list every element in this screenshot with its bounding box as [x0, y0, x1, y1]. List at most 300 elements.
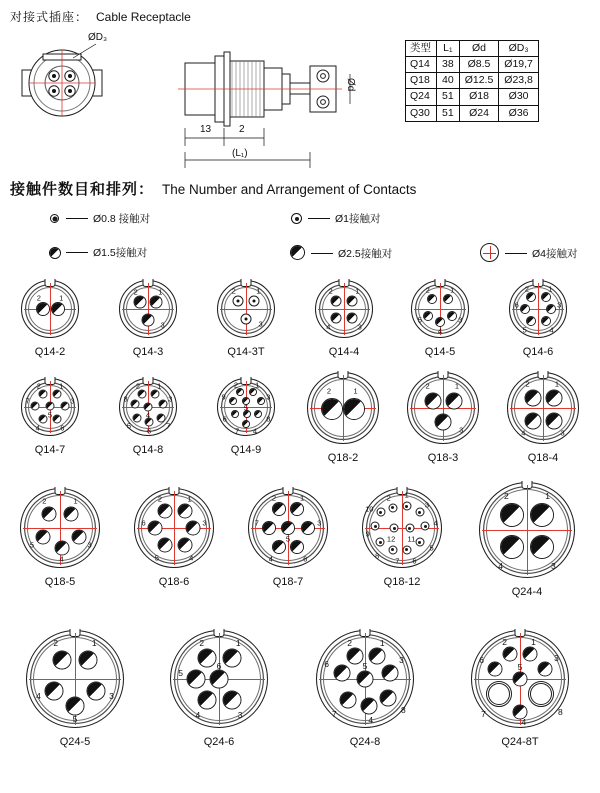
pin-number: 9 [365, 529, 370, 539]
pin-number: 1 [256, 286, 261, 296]
pin-number: 4 [145, 410, 151, 420]
legend-leader-line [308, 218, 330, 219]
pin-number: 3 [424, 500, 430, 510]
pin [405, 524, 414, 533]
connector-body [479, 482, 575, 578]
cell-l1: 38 [437, 57, 460, 73]
pin-number: 3 [560, 428, 565, 438]
pin [488, 662, 503, 677]
pin [343, 398, 365, 420]
connector-label: Q18-6 [158, 576, 190, 588]
cell-D3: Ø19,7 [499, 57, 539, 73]
pin-number: 5 [154, 553, 159, 563]
legend-leader-line [505, 253, 527, 254]
pin [52, 389, 61, 398]
pin [530, 503, 554, 527]
pin [388, 503, 397, 512]
pin-number: 4 [189, 553, 194, 563]
pin-number: 3 [458, 315, 463, 325]
legend-label: Ø1接触对 [335, 213, 381, 225]
connector-body [316, 630, 414, 728]
contact-half-large-icon [290, 245, 306, 261]
connector-label: Q18-2 [327, 452, 359, 464]
pin [210, 670, 229, 689]
pin [415, 538, 424, 547]
legend-item-1 [290, 211, 381, 226]
connector-Q14-9 [206, 378, 286, 456]
pin-number: 6 [147, 426, 152, 436]
pin [198, 691, 217, 710]
pin [31, 401, 40, 410]
pin [546, 304, 556, 314]
pin-number: 3 [554, 652, 559, 663]
pin [402, 545, 411, 554]
pin [381, 665, 398, 682]
connector-body [509, 280, 567, 338]
connector-label: Q14-5 [424, 346, 456, 358]
pin-number: 2 [199, 637, 205, 648]
pin-number: 10 [365, 504, 374, 514]
cell-l1: 51 [437, 89, 460, 105]
pin [388, 545, 397, 554]
pin [231, 410, 239, 418]
connector-body [217, 378, 275, 436]
connector-label: Q14-3 [132, 346, 164, 358]
pin-number: 1 [404, 490, 409, 500]
pin-number: 5 [522, 325, 527, 335]
pin-number: 3 [160, 320, 165, 330]
th-d: Ød [459, 41, 499, 57]
receptacle-svg [10, 28, 370, 168]
pin-number: 2 [53, 638, 59, 649]
pin [257, 397, 265, 405]
contact-arrangements [0, 280, 600, 760]
pin-number: 4 [433, 518, 438, 528]
arrangement-row-2 [0, 378, 600, 488]
connector-label: Q18-7 [272, 576, 304, 588]
pin-number: 2 [233, 380, 238, 390]
pin-number: 4 [59, 554, 64, 564]
pin-number: 4 [35, 423, 40, 433]
connector-body [20, 488, 100, 568]
pin [447, 311, 457, 321]
pin-number: 1 [355, 286, 360, 296]
pin-number: 4 [252, 426, 258, 436]
dim-label-L1: (L₁) [232, 148, 248, 159]
pin [44, 681, 63, 700]
pin-number: 1 [157, 381, 162, 391]
pin [290, 502, 304, 516]
connector-label: Q14-4 [328, 346, 360, 358]
pin [390, 524, 399, 533]
pin-number: 7 [166, 421, 171, 431]
connector-label: Q14-3T [227, 346, 265, 358]
pin-number: 2 [347, 637, 352, 648]
pin [346, 312, 357, 323]
pin-number: 1 [235, 637, 241, 648]
pin [331, 312, 342, 323]
pin-number: 6 [514, 300, 519, 310]
pin-number: 2 [271, 493, 277, 503]
pin-number: 2 [425, 381, 430, 391]
pin [229, 397, 237, 405]
pin [236, 388, 244, 396]
connector-Q18-12 [350, 488, 454, 588]
table-row [406, 57, 539, 73]
connector-body [119, 378, 177, 436]
arrangement-row-4 [0, 630, 600, 760]
pin-number: 6 [141, 518, 146, 528]
pin [138, 389, 147, 398]
pin-number: 1 [299, 493, 305, 503]
pin [537, 662, 552, 677]
dim-label-D3: ØD₃ [88, 32, 108, 43]
pin-number: 4 [36, 691, 41, 702]
pin [500, 503, 524, 527]
pin-number: 6 [324, 658, 329, 669]
cell-d: Ø18 [459, 89, 499, 105]
connector-Q18-3 [396, 372, 490, 464]
pin-number: 6 [303, 554, 308, 564]
pin-number: 4 [549, 325, 554, 335]
pin [331, 296, 342, 307]
pin-number: 7 [395, 556, 400, 566]
pin [500, 535, 524, 559]
connector-Q24-4 [466, 482, 588, 598]
pin-number: 2 [135, 381, 140, 391]
connector-label: Q24-5 [59, 736, 91, 748]
pin-number: 5 [126, 421, 132, 431]
pin-number: 3 [357, 322, 362, 332]
pin [524, 390, 541, 407]
top-title-en: Cable Receptacle [96, 10, 191, 24]
pin-number: 2 [133, 287, 138, 297]
pin [530, 535, 554, 559]
connector-body [134, 488, 214, 568]
pin [71, 530, 86, 545]
pin [157, 414, 166, 423]
dim-label-13: 13 [200, 124, 212, 135]
pin-number: 3 [459, 425, 464, 435]
pin [522, 647, 537, 662]
cell-type: Q14 [406, 57, 437, 73]
pin [545, 412, 562, 429]
pin [545, 390, 562, 407]
contact-half-small-icon [48, 212, 61, 225]
pin-number: 2 [36, 381, 41, 391]
pin-number: 2 [503, 491, 509, 502]
section-title-cn: 接触件数目和排列： [10, 181, 155, 198]
cell-l1: 51 [437, 105, 460, 121]
pin-number: 3 [70, 396, 75, 406]
pin [132, 414, 141, 423]
legend-label: Ø1.5接触对 [93, 247, 148, 259]
connector-Q14-6 [498, 280, 578, 358]
pin [376, 538, 385, 547]
section-title-en: The Number and Arrangement of Contacts [162, 182, 417, 197]
pin [60, 401, 69, 410]
connector-Q24-6 [152, 630, 286, 748]
pin-number: 1 [450, 285, 455, 295]
pin-number: 7 [481, 708, 486, 719]
pin-number: 1 [91, 638, 97, 649]
pin-number: 6 [60, 423, 65, 433]
pin [301, 521, 315, 535]
cell-type: Q30 [406, 105, 437, 121]
pin [223, 691, 242, 710]
pin [486, 681, 512, 707]
pin [157, 538, 172, 553]
pin-number: 2 [326, 386, 332, 396]
table-row [406, 105, 539, 121]
pin-number: 5 [243, 403, 249, 413]
legend-label: Ø2.5接触对 [338, 247, 393, 260]
cell-l1: 40 [437, 73, 460, 89]
pin-number: 3 [202, 518, 207, 528]
pin [35, 530, 50, 545]
pin-number: 7 [331, 708, 337, 719]
connector-label: Q24-6 [203, 736, 235, 748]
connector-body [119, 280, 177, 338]
connector-body [362, 488, 442, 568]
contact-half-mid-icon [48, 246, 61, 259]
pin-number: 4 [368, 715, 374, 726]
pin [520, 304, 530, 314]
connector-Q24-8 [298, 630, 432, 748]
pin [427, 294, 437, 304]
pin [513, 672, 528, 687]
legend-leader-line [66, 218, 88, 219]
connector-Q24-8T [450, 630, 590, 748]
pin [368, 647, 385, 664]
pin-number: 1 [545, 491, 551, 502]
cell-d: Ø24 [459, 105, 499, 121]
pin [339, 692, 356, 709]
pin-number: 2 [328, 286, 333, 296]
pin [272, 540, 286, 554]
th-D3: ØD₃ [499, 41, 539, 57]
pin [423, 311, 433, 321]
pin-number: 3 [266, 392, 271, 402]
pin-number: 5 [178, 668, 183, 679]
pin [52, 415, 61, 424]
connector-Q18-2 [296, 372, 390, 464]
connector-body [217, 280, 275, 338]
pin [272, 502, 286, 516]
pin-number: 2 [157, 494, 163, 504]
pin-number: 2 [42, 496, 47, 506]
connector-Q18-4 [496, 372, 590, 464]
contact-cross-ring-icon [480, 243, 500, 263]
pin [371, 522, 380, 531]
pin [435, 414, 452, 431]
pin [290, 540, 304, 554]
cell-D3: Ø23,8 [499, 73, 539, 89]
pin [87, 681, 106, 700]
connector-label: Q18-12 [383, 576, 421, 588]
pin [177, 538, 192, 553]
pin-number: 2 [502, 636, 507, 647]
connector-body [307, 372, 379, 444]
pin [333, 665, 350, 682]
pin-number: 3 [557, 300, 562, 310]
pin-number: 3 [317, 518, 322, 528]
legend-item-3 [290, 245, 392, 261]
pin-number: 6 [216, 660, 222, 671]
connector-Q14-2 [10, 280, 90, 358]
connector-label: Q24-4 [511, 586, 543, 598]
pin [51, 302, 65, 316]
pin-number: 4 [521, 717, 527, 728]
connector-Q18-6 [122, 488, 226, 588]
pin [445, 393, 462, 410]
top-title-cn: 对接式插座： [10, 10, 89, 24]
pin-number: 4 [195, 710, 201, 721]
cable-receptacle-drawing [10, 28, 370, 168]
pin [281, 521, 295, 535]
pin-number: 1 [548, 284, 553, 294]
pin [233, 296, 244, 307]
pin-number: 2 [36, 293, 41, 303]
pin [357, 671, 374, 688]
table-row [406, 73, 539, 89]
pin [177, 503, 192, 518]
pin-number: 2 [425, 285, 430, 295]
connector-label: Q14-2 [34, 346, 66, 358]
pin-number: 4 [268, 554, 273, 564]
pin-number: 4 [437, 326, 443, 336]
pin [130, 399, 139, 408]
pin-number: 4 [498, 560, 504, 571]
cell-d: Ø12.5 [459, 73, 499, 89]
pin [150, 389, 159, 398]
top-title [10, 8, 191, 25]
cell-D3: Ø36 [499, 105, 539, 121]
connector-Q14-5 [400, 280, 480, 358]
pin-number: 11 [407, 534, 416, 544]
pin [421, 522, 430, 531]
pin-number: 7 [234, 426, 240, 436]
connector-Q14-7 [10, 378, 90, 456]
connector-body [170, 630, 268, 728]
pin-number: 6 [222, 414, 227, 424]
pin [443, 294, 453, 304]
pin [149, 296, 162, 309]
pin [39, 415, 48, 424]
pin [158, 399, 167, 408]
pin-number: 1 [379, 637, 385, 648]
pin [262, 521, 276, 535]
pin-number: 6 [412, 556, 417, 566]
pin [39, 389, 48, 398]
connector-body [315, 280, 373, 338]
connector-body [248, 488, 328, 568]
pin [321, 398, 343, 420]
legend-label: Ø4接触对 [532, 247, 578, 260]
connector-label: Q18-5 [44, 576, 76, 588]
dimension-table [405, 40, 539, 122]
pin [526, 316, 536, 326]
cell-D3: Ø30 [499, 89, 539, 105]
connector-label: Q18-3 [427, 452, 459, 464]
pin-number: 2 [231, 286, 236, 296]
connector-Q18-7 [236, 488, 340, 588]
pin [186, 670, 205, 689]
pin [524, 412, 541, 429]
contact-legend [10, 205, 590, 275]
pin-number: 5 [72, 714, 78, 725]
pin-number: 2 [525, 379, 530, 389]
connector-label: Q14-6 [522, 346, 554, 358]
connector-Q14-8 [108, 378, 188, 456]
connector-body [471, 630, 569, 728]
cell-d: Ø8.5 [459, 57, 499, 73]
pin-number: 8 [266, 414, 271, 424]
connector-Q18-5 [8, 488, 112, 588]
pin-number: 7 [25, 396, 30, 406]
pin-number: 5 [362, 660, 368, 671]
pin-number: 4 [326, 322, 331, 332]
pin [36, 302, 50, 316]
pin-number: 7 [254, 518, 259, 528]
connector-Q24-5 [8, 630, 142, 748]
legend-leader-line [311, 253, 333, 254]
pin [223, 648, 242, 667]
th-l1: L₁ [437, 41, 460, 57]
arrangement-row-3 [0, 488, 600, 608]
pin-number: 1 [59, 381, 64, 391]
pin-number: 3 [87, 540, 92, 550]
pin [376, 508, 385, 517]
pin-number: 1 [73, 496, 78, 506]
pin [63, 506, 78, 521]
contact-dot-ring-icon [290, 212, 303, 225]
pin-number: 8 [374, 551, 380, 561]
connector-body [26, 630, 124, 728]
pin-number: 1 [531, 636, 536, 647]
pin [79, 650, 98, 669]
pin [142, 314, 155, 327]
connector-body [507, 372, 579, 444]
section-title [10, 178, 416, 199]
pin [415, 508, 424, 517]
pin [248, 296, 259, 307]
pin-number: 3 [237, 710, 243, 721]
pin-number: 6 [479, 654, 484, 665]
pin-number: 8 [123, 394, 128, 404]
pin-number: 5 [285, 534, 291, 544]
legend-leader-line [66, 252, 88, 253]
arrangement-row-1 [0, 280, 600, 378]
pin-number: 1 [554, 379, 560, 389]
connector-label: Q14-9 [230, 444, 262, 456]
pin [242, 420, 250, 428]
pin-number: 4 [521, 428, 526, 438]
pin-number: 3 [399, 654, 404, 665]
legend-item-4 [480, 243, 578, 263]
dim-label-2: 2 [239, 124, 245, 135]
pin-number: 1 [353, 386, 358, 396]
pin [185, 521, 200, 536]
connector-label: Q24-8T [501, 736, 539, 748]
connector-label: Q14-8 [132, 444, 164, 456]
pin [254, 410, 262, 418]
pin [46, 401, 55, 410]
pin-number: 1 [59, 293, 64, 303]
pin [360, 697, 377, 714]
pin [134, 296, 147, 309]
cell-type: Q24 [406, 89, 437, 105]
